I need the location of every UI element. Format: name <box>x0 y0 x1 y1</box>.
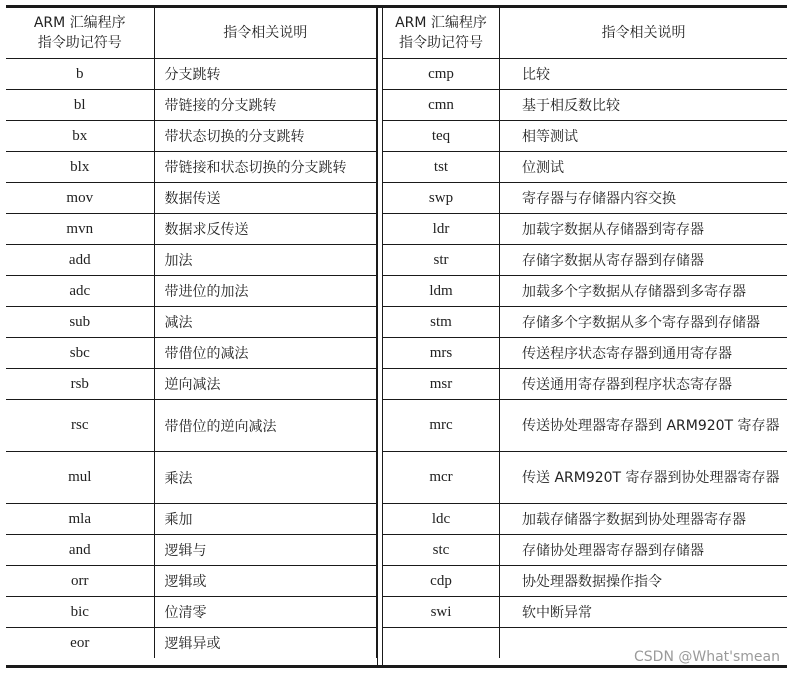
description-cell: 协处理器数据操作指令 <box>500 566 788 597</box>
mnemonic-cell: bx <box>6 121 154 152</box>
table-row <box>383 369 788 400</box>
mnemonic-header: ARM 汇编程序 指令助记符号 <box>6 8 154 59</box>
arm-instruction-table <box>6 5 787 669</box>
mnemonic-cell: b <box>6 59 154 90</box>
mnemonic-cell: swp <box>383 183 500 214</box>
description-cell: 数据求反传送 <box>154 214 377 245</box>
description-cell: 传送 ARM920T 寄存器到协处理器寄存器 <box>500 452 788 504</box>
mnemonic-cell: swi <box>383 597 500 628</box>
mnemonic-cell: cmp <box>383 59 500 90</box>
mnemonic-header: ARM 汇编程序 指令助记符号 <box>383 8 500 59</box>
mnemonic-cell: blx <box>6 152 154 183</box>
table-row <box>6 59 377 90</box>
table-row <box>383 276 788 307</box>
mnemonic-cell: bic <box>6 597 154 628</box>
mnemonic-cell: msr <box>383 369 500 400</box>
mnemonic-cell: mrs <box>383 338 500 369</box>
table-row <box>6 121 377 152</box>
table-row <box>6 535 377 566</box>
description-cell: 相等测试 <box>500 121 788 152</box>
table-row <box>383 121 788 152</box>
table-row <box>383 59 788 90</box>
description-cell: 乘法 <box>154 452 377 504</box>
description-cell: 乘加 <box>154 504 377 535</box>
mnemonic-cell: tst <box>383 152 500 183</box>
mnemonic-cell: rsb <box>6 369 154 400</box>
right-table <box>382 8 787 658</box>
description-cell: 加法 <box>154 245 377 276</box>
description-cell: 逻辑异或 <box>154 628 377 659</box>
mnemonic-cell: bl <box>6 90 154 121</box>
table-row <box>6 245 377 276</box>
description-cell: 分支跳转 <box>154 59 377 90</box>
description-cell: 传送通用寄存器到程序状态寄存器 <box>500 369 788 400</box>
table-row <box>6 152 377 183</box>
mnemonic-cell: mcr <box>383 452 500 504</box>
mnemonic-cell: cmn <box>383 90 500 121</box>
description-cell: 加载多个字数据从存储器到多寄存器 <box>500 276 788 307</box>
table-row <box>6 628 377 659</box>
header-row <box>6 8 377 59</box>
mnemonic-cell: cdp <box>383 566 500 597</box>
description-cell: 软中断异常 <box>500 597 788 628</box>
table-row <box>6 183 377 214</box>
mnemonic-cell: orr <box>6 566 154 597</box>
description-cell: 带借位的逆向减法 <box>154 400 377 452</box>
description-cell: 带进位的加法 <box>154 276 377 307</box>
table-row <box>6 566 377 597</box>
mnemonic-cell: ldr <box>383 214 500 245</box>
table-row <box>6 369 377 400</box>
description-cell: 数据传送 <box>154 183 377 214</box>
description-header: 指令相关说明 <box>500 8 788 59</box>
table-row <box>6 597 377 628</box>
table-row <box>383 152 788 183</box>
table-row <box>6 504 377 535</box>
table-row <box>383 566 788 597</box>
header-row <box>383 8 788 59</box>
mnemonic-cell: add <box>6 245 154 276</box>
description-cell: 逻辑与 <box>154 535 377 566</box>
table-row <box>6 276 377 307</box>
mnemonic-cell: str <box>383 245 500 276</box>
table-row <box>383 214 788 245</box>
description-cell: 加载存储器字数据到协处理器寄存器 <box>500 504 788 535</box>
bottom-rule <box>6 665 787 668</box>
description-cell: 带链接和状态切换的分支跳转 <box>154 152 377 183</box>
mnemonic-cell: mul <box>6 452 154 504</box>
double-divider-line-a <box>377 8 378 665</box>
mnemonic-cell: rsc <box>6 400 154 452</box>
description-cell: 寄存器与存储器内容交换 <box>500 183 788 214</box>
table-row <box>6 452 377 504</box>
mnemonic-cell: mrc <box>383 400 500 452</box>
table-row <box>6 307 377 338</box>
description-header: 指令相关说明 <box>154 8 377 59</box>
right-table-half <box>382 8 787 665</box>
table-row <box>383 245 788 276</box>
mnemonic-cell: ldc <box>383 504 500 535</box>
description-cell: 位测试 <box>500 152 788 183</box>
left-table-half <box>6 8 377 665</box>
mnemonic-cell: and <box>6 535 154 566</box>
description-cell: 加载字数据从存储器到寄存器 <box>500 214 788 245</box>
description-cell: 带链接的分支跳转 <box>154 90 377 121</box>
mnemonic-cell: teq <box>383 121 500 152</box>
description-cell: 存储协处理器寄存器到存储器 <box>500 535 788 566</box>
description-cell: 传送协处理器寄存器到 ARM920T 寄存器 <box>500 400 788 452</box>
mnemonic-cell: eor <box>6 628 154 659</box>
description-cell: 逆向减法 <box>154 369 377 400</box>
table-row <box>6 338 377 369</box>
table-row <box>6 90 377 121</box>
table-row <box>383 504 788 535</box>
description-cell: 减法 <box>154 307 377 338</box>
description-cell: 带状态切换的分支跳转 <box>154 121 377 152</box>
description-cell: 基于相反数比较 <box>500 90 788 121</box>
table-row <box>6 214 377 245</box>
description-cell: 传送程序状态寄存器到通用寄存器 <box>500 338 788 369</box>
mnemonic-cell: mvn <box>6 214 154 245</box>
table-row <box>383 307 788 338</box>
description-cell: 比较 <box>500 59 788 90</box>
description-cell: 位清零 <box>154 597 377 628</box>
table-row <box>6 400 377 452</box>
mnemonic-cell: stm <box>383 307 500 338</box>
description-cell: 存储字数据从寄存器到存储器 <box>500 245 788 276</box>
mnemonic-cell: sbc <box>6 338 154 369</box>
mnemonic-cell <box>383 628 500 659</box>
table-row <box>383 535 788 566</box>
watermark: CSDN @What'smean <box>634 649 780 665</box>
mnemonic-cell: mla <box>6 504 154 535</box>
mnemonic-cell: stc <box>383 535 500 566</box>
table-row <box>383 452 788 504</box>
table-row <box>383 90 788 121</box>
mnemonic-cell: ldm <box>383 276 500 307</box>
table-row <box>383 400 788 452</box>
mnemonic-cell: adc <box>6 276 154 307</box>
table-row <box>383 597 788 628</box>
left-table <box>6 8 377 658</box>
mnemonic-cell: sub <box>6 307 154 338</box>
mnemonic-cell: mov <box>6 183 154 214</box>
description-cell: 存储多个字数据从多个寄存器到存储器 <box>500 307 788 338</box>
table-row <box>383 338 788 369</box>
description-cell: 逻辑或 <box>154 566 377 597</box>
description-cell: 带借位的减法 <box>154 338 377 369</box>
table-row <box>383 183 788 214</box>
